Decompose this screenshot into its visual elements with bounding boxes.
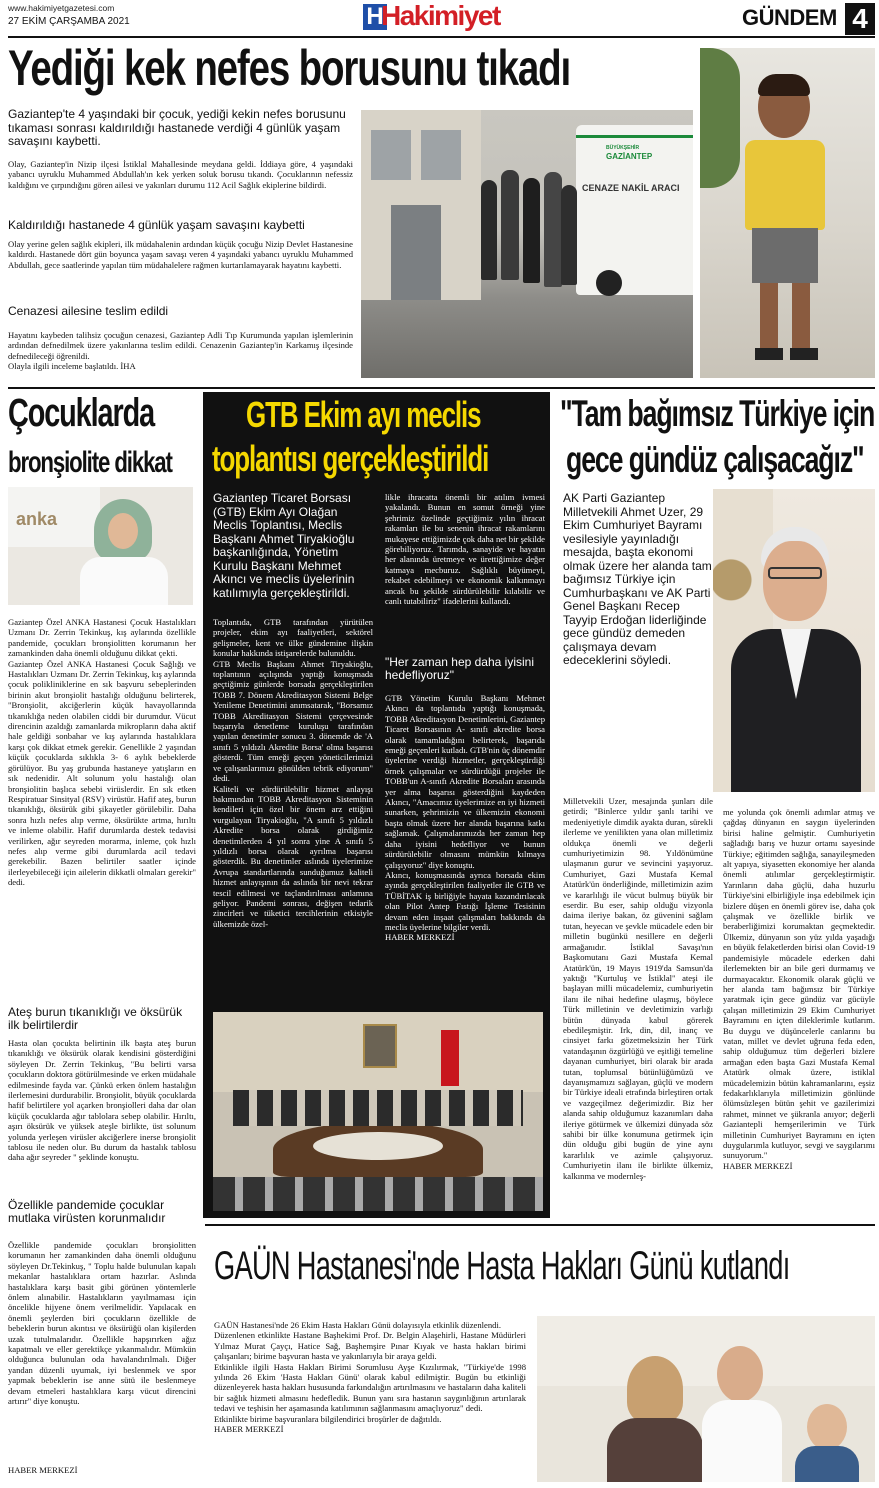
- building-window: [371, 130, 411, 180]
- article1-photo-child: [700, 48, 875, 378]
- person: [481, 180, 497, 280]
- article4-lead: AK Parti Gaziantep Milletvekili Ahmet Uzer, 29 Ekim Cumhuriyet Bayramı vesilesiyle yayınladığı mesajda, başta ekonomi olmak üzere her alanda tam bağımsız Türkiye için Cumhurbaşkanı ve AK Parti Genel Başkanı Recep Tayyip Erdoğan liderliğinde gece gündüz demeden çalışmaya devam edeceklerini söyledi.: [563, 491, 712, 667]
- article5-paragraph: Düzenlenen etkinlikte Hastane Başhekimi Prof. Dr. Belgin Alaşehirli, Hastane Müdürleri Yılmaz Murat Çayçı, Hatice Sağ, Başhemşire Pınar Kıyak ve hasta hakları birimi çalışanları; birime başvuran hasta ve yakınlarıyla bir araya geldi.: [214, 1330, 526, 1362]
- article5-byline: HABER MERKEZİ: [214, 1424, 284, 1435]
- doctor-figure: [717, 1346, 763, 1402]
- article4-body-col1: [563, 796, 713, 1181]
- child-leg: [792, 283, 810, 353]
- article2-subhead-2: Özellikle pandemide çocuklar mutlaka virüsten korunmalıdır: [8, 1198, 166, 1225]
- article2-body: [8, 617, 196, 888]
- article4-paragraph: me yolunda çok önemli adımlar atmış ve çağdaş dünyanın en saygın üyelerinden birisi haline gelmiştir. Cumhuriyetin sağladığı barış ve huzur ortamı sayesinde Türkiye; eğitimden sağlığa, sanayileşmeden alt yapıya, siyasetten ekonomiye her alanda önemli atılımlar gerçekleştirmiştir. Yarınların daha güçlü, daha huzurlu Türkiye'sini elbirliğiyle inşa edebilmek için bizlere düşen en önemli görev ise, daha çok çalışmak ve özellikle birlik ve beraberliğimizi korumaktan geçmektedir. Ülkemiz, dünyanın son yüz yılda yaşadığı en büyük felaketlerden birisi olan Covid-19 pandemisiyle mücadele ederken dahi ilerlemekten bir an bile geri durmamış ve durmayacaktır. Ekonomik olarak güçlü ve her alanda tam bağımsız bir Türkiye yaratmak için gece gündüz var gücüyle çalışan milletimizin 29 Ekim Cumhuriyet Bayramını en içten dileklerimle kutlarım. Bu duygu ve düşüncelerle canlarını bu vatan, millet ve devlet uğruna feda eden, sahip olduğumuz tüm değerleri bizlere armağan eden başta Gazi Mustafa Kemal Atatürk olmak üzere, istiklal mücadelemizin bütün kahramanlarını, eşsiz fedakarlıklarıyla milletimizin gönlünde ölümsüzleşen bütün şehit ve gazilerimizi rahmet, minnet ve şükranla anıyor; değerli Gaziantepli hemşerilerimin ve Türk milletinin Cumhuriyet Bayramını en içten duygularımla kutluyor, sevgi ve saygılarımı sunuyorum.": [723, 807, 875, 1161]
- child-leg: [760, 283, 778, 353]
- person: [561, 185, 577, 285]
- article1-body-3: [8, 330, 353, 372]
- article3-body-col1: [213, 617, 373, 929]
- article4-headline-1: "Tam bağımsız Türkiye için: [560, 393, 875, 434]
- article4-body-col2: [723, 807, 875, 1171]
- article3-paragraph: likle ihracatta önemli bir atılım ivmesi yakalandı. Bunun en somut örneği yine şehrimiz özelinde geçtiğimiz yılın ihracat rakamları ile bu senenin ihracat rakamlarını mukayese ettiğimizde çok daha net bir şekilde görebiliyoruz. Tarımda, sanayide ve hayatın her alanında üretmeye ve ürettiğimize değer katmaya mecburuz. Sağlıklı büyümeyi, rekabet edebilmeyi ve ekonomik kalkınmayı ancak bu şekilde sürdürülebilir kılabilir ve canlı tutabiliriz" ifadelerini kullandı.: [385, 492, 545, 607]
- article1-body: [8, 159, 353, 190]
- article3-paragraph: GTB Yönetim Kurulu Başkanı Mehmet Akıncı da toplantıda yaptığı konuşmada, TOBB Akreditasyon Denetimlerini, Gaziantep Ticaret Borsasının A- sınıfı akredite borsa olarak tamamladığını belirterek, başarıda emeği geçenleri kutladı. GTB'nin üç dönemdir üyelerine verdiği hizmetler, gerçekleştirdiği örnek çalışmalar ve sürdürdüğü projeler ile TOBB'un A-sınıfı Akredite Borsaları arasında yer alma başarısı gösterdiğini kaydeden Akıncı, "Amacımız üyelerimize en iyi hizmeti sunarken, şehrimizin ve ülkemizin ekonomi başta olmak üzere her alanda başarına katkı sağlamak. Çalışmalarımızda her zaman hep daha iyisini hedefliyor ve bunun sürdürülebilir olmasını mümkün kılmaya çalışıyoruz" diye konuştu.: [385, 693, 546, 870]
- article1-headline: Yediği kek nefes borusunu tıkadı: [8, 40, 571, 96]
- article3-body-col2b: [385, 693, 545, 943]
- child-shorts: [752, 228, 818, 283]
- article1-paragraph: Hayatını kaybeden talihsiz çocuğun cenazesi, Gaziantep Adli Tıp Kurumunda yapılan işlemlerinin ardından defnedilmek üzere yakınlarına teslim edildi. Cenazenin Gaziantep'in Karkamış ilçesinde defnedileceği öğrenildi.: [8, 330, 353, 361]
- article1-paragraph: Olayla ilgili inceleme başlatıldı. İHA: [8, 361, 136, 372]
- plant: [700, 48, 740, 188]
- masthead-logo[interactable]: [363, 0, 541, 31]
- article5-body: [214, 1320, 526, 1434]
- article5-rule-top: [205, 1224, 875, 1226]
- article3-photo-meeting: [213, 1012, 543, 1211]
- doctor-coat: [80, 557, 168, 605]
- person: [523, 178, 540, 283]
- van-label-3: CENAZE NAKİL ARACI: [582, 183, 680, 193]
- article2-photo-doctor: [8, 487, 193, 605]
- article3-paragraph: Toplantıda, GTB tarafından yürütülen projeler, ekim ayı faaliyetleri, sektörel gelişmeler, kent ve ülke gündemine ilişkin konular hakkında istişarelerde bulunuldu.: [213, 617, 373, 659]
- article2-subhead-1: Ateş burun tıkanıklığı ve öksürük ilk belirtilerdir: [8, 1005, 183, 1032]
- child-figure: [807, 1404, 847, 1450]
- building-window: [421, 130, 461, 180]
- article1-subhead-2: Cenazesi ailesine teslim edildi: [8, 304, 169, 318]
- woman-body: [607, 1418, 703, 1482]
- article1-photo-scene: [361, 110, 693, 378]
- article3-paragraph: GTB Meclis Başkanı Ahmet Tiryakioğlu, toplantının açılışında yaptığı konuşmada geçtiğimiz günlerde borsada gerçekleştirilen TOBB 7. Dönem Akreditasyon Sistemi Belge Yenileme Denetimini anımsatarak, "Borsamız TOBB Akreditasyon Sistemi çerçevesinde başarıyla denetleme kuruluşu tarafından yapılan denetimler sonucu 3. dönemde de 'A sınıfı 5 yıldızlı Akredite Borsa' olma başarısı gösterdi. Tüm emeği geçen yöneticilerimizi ve çalışanlarımızı gönülden tebrik ediyorum" dedi.: [213, 658, 373, 784]
- child-shoe: [755, 348, 783, 360]
- doctor-face: [108, 513, 138, 549]
- article5-headline: GAÜN Hastanesi'nde Hasta Hakları Günü kutlandı: [214, 1244, 790, 1288]
- van-stripe: [576, 135, 693, 138]
- person: [501, 170, 519, 280]
- article5-photo-hospital: [537, 1316, 875, 1482]
- article2-paragraph: Gaziantep Özel ANKA Hastanesi Çocuk Hastalıkları Uzmanı Dr. Zerrin Tekinkuş, kış aylarında özellikle pandemide, çocukları bronşiolitten korumanın her zamankinden daha önemli olduğunu dikkat çekti.: [8, 617, 196, 659]
- section-label: GÜNDEM: [742, 5, 837, 30]
- article2-paragraph: Hasta olan çocukta belirtinin ilk başta ateş burun tıkanıklığı ve öksürük olarak kendisini gösterdiğini söyleyen Dr. Zerrin Tekinkuş, "Bu belirti varsa çocukların doktora götürülmesinde ve erken müdahale edilmesinde fayda var. Çünkü erken önlem hastalığın ilerlemesini durdurabilir. Bronşiolit, büyük çocuklarda hafif belirtilere yol açarken bronşiolleri daha dar olan küçük çocuklarda ağır tablolara sebep olabilir. Hırıltı, aşırı öksürük ve yüksek ateşle birlikte, üst solunum yolunda yerleşen virüsler akciğerlere inerse bronşiolit tablosu ile neden olur. Bu durum da hastalık tablosu daha ağır seyreder " şeklinde konuştu.: [8, 1038, 196, 1163]
- website-url[interactable]: www.hakimiyetgazetesi.com: [8, 3, 115, 13]
- mp-glasses: [768, 567, 822, 579]
- flag-icon: [441, 1030, 459, 1086]
- article4-headline-2: gece gündüz çalışacağız": [566, 439, 864, 480]
- article5-paragraph: Etkinlikte birime başvuranlara bilgilendirici broşürler de dağıtıldı.: [214, 1413, 442, 1424]
- article3-paragraph: Kaliteli ve sürdürülebilir hizmet anlayışı bakımından TOBB Akreditasyon Sisteminin kendileri için özel bir önem arz ettiğini vurgulayan Tiryakioğlu, "A sınıfı 5 yıldızlı Akredite borsa olarak girdiğimiz denetimlerden 4 yıl sonra yine A sınıfı 5 yıldızlı borsa olarak ayrılma başarısı gösterdik. Bu denetimler aslında üyelerimize Avrupa standartlarında sunduğumuz kaliteli hizmet anlayışının da aslında bir nevi tekrar tescil edilmesi ve taçlandırılması anlamına geliyor. Pandemi sonrası, değişen tedarik zincirleri ve tüketici tercihlerinin etkisiyle ülkemizde özel-: [213, 783, 373, 929]
- article3-byline: HABER MERKEZİ: [385, 932, 455, 943]
- article1-lead: Gaziantep'te 4 yaşındaki bir çocuk, yediği kekin nefes borusunu tıkaması sonrası kaldırıldığı hastanede verdiği 4 günlük yaşam savaşını kaybetti.: [8, 107, 346, 148]
- article1-paragraph: Olay, Gaziantep'in Nizip ilçesi İstiklal Mahallesinde meydana geldi. İddiaya göre, 4 yaşındaki yabancı uyruklu Muhammed Abdullah'ın kek yerken soluk borusu tıkandı. Çocuklarının nefessiz kaldığını ve çırpındığını gören ailesi ve yakınları durumu 112 Acil Sağlık ekiplerine bildirdi.: [8, 159, 353, 190]
- child-shoe: [790, 348, 818, 360]
- van-label-2: GAZİANTEP: [606, 152, 653, 161]
- article3-paragraph: Akıncı, konuşmasında ayrıca borsada ekim ayında gerçekleştirilen faaliyetler ile GTB ve TÜBİTAK iş birliğiyle hayata kazandırılacak olan Pilot Antep Fıstığı İşleme Tesisinin devam eden inşaat çalışmaları hakkında da meclis üyelerine bilgiler verdi.: [385, 869, 545, 932]
- article4-photo-mp: [713, 489, 875, 792]
- article5-paragraph: Etkinlikle ilgili Hasta Hakları Birimi Sorumlusu Ayşe Kızılırmak, "Türkiye'de 1998 yılında 26 Ekim 'Hasta Hakları Günü' olarak kabul edilmiştir. Bugün bu etkinliği düzenleyerek hasta hakları hususunda farkındalığın artırılmasını ve hastaların daha kaliteli bir sağlık hizmeti almasını hedefledik. Bunun yanı sıra hastanın saygınlığının artırılarak tedavi ve teşhisin her aşamasında katılımının sağlanmasını amaçlıyoruz" dedi.: [214, 1361, 526, 1414]
- article2-paragraph: Özellikle pandemide çocukları bronşiolitten korumanın her zamankinden daha önemli olduğunu söyleyen Dr.Tekinkuş, " Toplu halde bulunulan kapalı mekanlar hastalıklara ortam hazırlar. Aslında hastalıklara karşı basit gibi görünen yöntemlerle önlem alınabilir. Hastalıkların yayılmaması için öncelikle hijyene önem verilmelidir. Yapılacak en önemli şeylerden biri çocukların özellikle de bebeklerin burun akıntısı ve öksürüğü olan kişilerden uzak tutulmalarıdır. Özellikle hapşırırken ağız kapatmalı ve eller gerektikçe yıkanmalıdır. Mümkün olduğunca bulunulan oda havalandırılmalı. Diğer yandan düzenli uyumak, iyi beslenmek ve spor yapmak bebeklerin ise anne sütü ile beslenmeye devam etmeleri hastalıklara karşı vücut direncini artırır" diye konuştu.: [8, 1240, 196, 1407]
- woman-headscarf: [627, 1356, 683, 1422]
- building-door: [391, 205, 441, 300]
- article4-byline: HABER MERKEZİ: [723, 1160, 793, 1171]
- issue-date: 27 EKİM ÇARŞAMBA 2021: [8, 16, 130, 27]
- article3-headline-1: GTB Ekim ayı meclis: [246, 394, 481, 435]
- article2-headline-2: bronşiolite dikkat: [8, 446, 172, 479]
- portrait-frame: [363, 1024, 397, 1068]
- article2-paragraph: Gaziantep Özel ANKA Hastanesi Çocuk Sağlığı ve Hastalıkları Uzmanı Dr. Zerrin Tekinkuş, kış aylarında çocuk polikliniklerine en sık başvuru sebeplerinden birinin akut bronşiolit hastalığı olduğunu belirterek, "Bronşiolit, akciğerlerin küçük havayollarında tıkanıklığa neden olabilen ciddi bir durumdur. Vücut direncinin azaldığı zamanlarda mikropların daha aktif hale geldiği sonbahar ve kış aylarında hastalıklara karşı çok dikkat etmek gerekir. Genellikle 2 yaşından küçük çocuklarda sıklıkla 3- 6 aylık bebeklerde görülüyor. Bu yaş grubunda hastaneye yatışların en sık nedenidir. Alt solunum yolu hastalığı olan bronşiolitin başlıca sebebi virüslerdir. En sık etken Respiratuar Sinsityal (RSV) virüstür. Hafif ateş, burun tıkanıklığı, öksürük gibi şikayetler görülebilir. Daha sonra hızlı nefes alıp verme, öksürükte artma, hırıltı ve inleme olabilir. Hafif durumlarda destek tedavisi verilirken, ağır seyreden morarma, inleme, çok hızlı nefes alıp verme gibi durumlarda acil tedavi gerekebilir. Bazen belirtiler saatler içinde ilerleyebileceği için ailelerin dikkatli olmaları gerekir" dedi.: [8, 658, 196, 888]
- logo-text: Hakimiyet: [381, 0, 500, 31]
- article2-body-2: [8, 1038, 196, 1163]
- child-hair: [758, 74, 810, 96]
- attendees-front: [213, 1177, 543, 1211]
- article3-headline-2: toplantısı gerçekleştirildi: [212, 438, 489, 479]
- mp-face: [763, 541, 827, 621]
- logo-h-icon: H: [363, 4, 387, 30]
- article5-paragraph: GAÜN Hastanesi'nde 26 Ekim Hasta Hakları Günü dolayısıyla etkinlik düzenlendi.: [214, 1320, 501, 1330]
- article2-byline: HABER MERKEZİ: [8, 1465, 78, 1475]
- van-label-1: BÜYÜKŞEHİR: [606, 145, 640, 151]
- article3-lead: Gaziantep Ticaret Borsası (GTB) Ekim Ayı Olağan Meclis Toplantısı, Meclis Başkanı Ahmet Tiryakioğlu başkanlığında, Yönetim Kurulu Başkanı Mehmet Akıncı ve meclis üyelerinin katılımıyla gerçekleştirildi.: [213, 491, 355, 600]
- child-figure-shirt: [795, 1446, 859, 1482]
- article2-body-3: [8, 1240, 196, 1407]
- person: [544, 172, 562, 287]
- hospital-wall: [537, 1316, 875, 1386]
- article1-subhead-1: Kaldırıldığı hastanede 4 günlük yaşam savaşını kaybetti: [8, 218, 305, 232]
- article2-headline-1: Çocuklarda: [8, 391, 155, 435]
- page-number: 4: [845, 3, 875, 35]
- doctor-figure-coat: [702, 1400, 782, 1482]
- van-wheel: [596, 270, 622, 296]
- article4-paragraph: Milletvekili Uzer, mesajında şunları dile getirdi; "Binlerce yıldır şanlı tarihi ve medeniyetiyle dimdik ayakta duran, sürekli ilerleme ve yenilikten yana olan milletimiz oldukça önemli ve değerli cumhuriyetimizin 98. Yıldönümüne ulaşmanın gurur ve sevincini yaşıyoruz. Cumhuriyet, Gazi Mustafa Kemal Atatürk'ün önderliğinde, milletimizin azim ve kararlılığı ile vücut bulmuş büyük bir eserdir. Bu eser, sahip olduğu vizyonla daima ileriye bakan, öz güvenini sağlam tutan, heyecan ve şevkle mücadele eden bir milletin bugünkü nesillere en değerli armağanıdır. İstiklal Savaşı'nın Başkomutanı Gazi Mustafa Kemal Atatürk'ün, 19 Mayıs 1919'da Samsun'da yaktığı "Kurtuluş ve İstiklal" ateşi ile başlayan milli mücadelemiz, cumhuriyetin ilanı ile nihai hedefine ulaşmış, böylece Türk milletinin ve devletimizin varlığı bütün dünyada kabul görerek ebedileşmiştir. Irk, din, dil, inanç ve cinsiyet farkı gözetmeksizin her Türk vatandaşının özgürlüğü ve eşitliği temeline dayanan cumhuriyet, biri olarak bir arada tutan, toplumsal bütünlüğümüzü ve dayanışmamızı sağlayan, güçlü ve modern bir Türkiye ideali etrafında birleştiren ortak ve vazgeçilmez değerimizdir. Biz her alanda sahip olduğumuz kazanımları daha ileriye götürmek ve ülkemizi dünyada söz sahibi bir ülke konumuna getirmek için dün olduğu gibi bugün de yine aynı kararlılık ve azimle çalışıyoruz. Cumhuriyetin ilanı ile birlikte ülkemiz, kalkınma ve modernleş-: [563, 796, 713, 1181]
- article3-subhead: "Her zaman hep daha iyisini hedefliyoruz": [385, 655, 535, 682]
- meeting-table-center: [313, 1132, 443, 1160]
- article3-body-col2: [385, 492, 545, 606]
- article1-paragraph: Olay yerine gelen sağlık ekipleri, ilk müdahalenin ardından küçük çocuğu Nizip Devlet Hastanesine kaldırdı. Hastanede dört gün boyunca yaşam savaşı veren 4 yaşındaki yabancı uyruklu Muhammed Abdullah, gece saatlerinde yapılan tüm müdahalelere rağmen kurtarılamayarak hayatını kaybetti.: [8, 239, 353, 270]
- child-shirt: [745, 140, 825, 230]
- wall-sign-text: anka: [16, 509, 58, 529]
- funeral-van: [576, 125, 693, 295]
- attendees-row: [233, 1090, 523, 1126]
- article1-body-2: [8, 239, 353, 270]
